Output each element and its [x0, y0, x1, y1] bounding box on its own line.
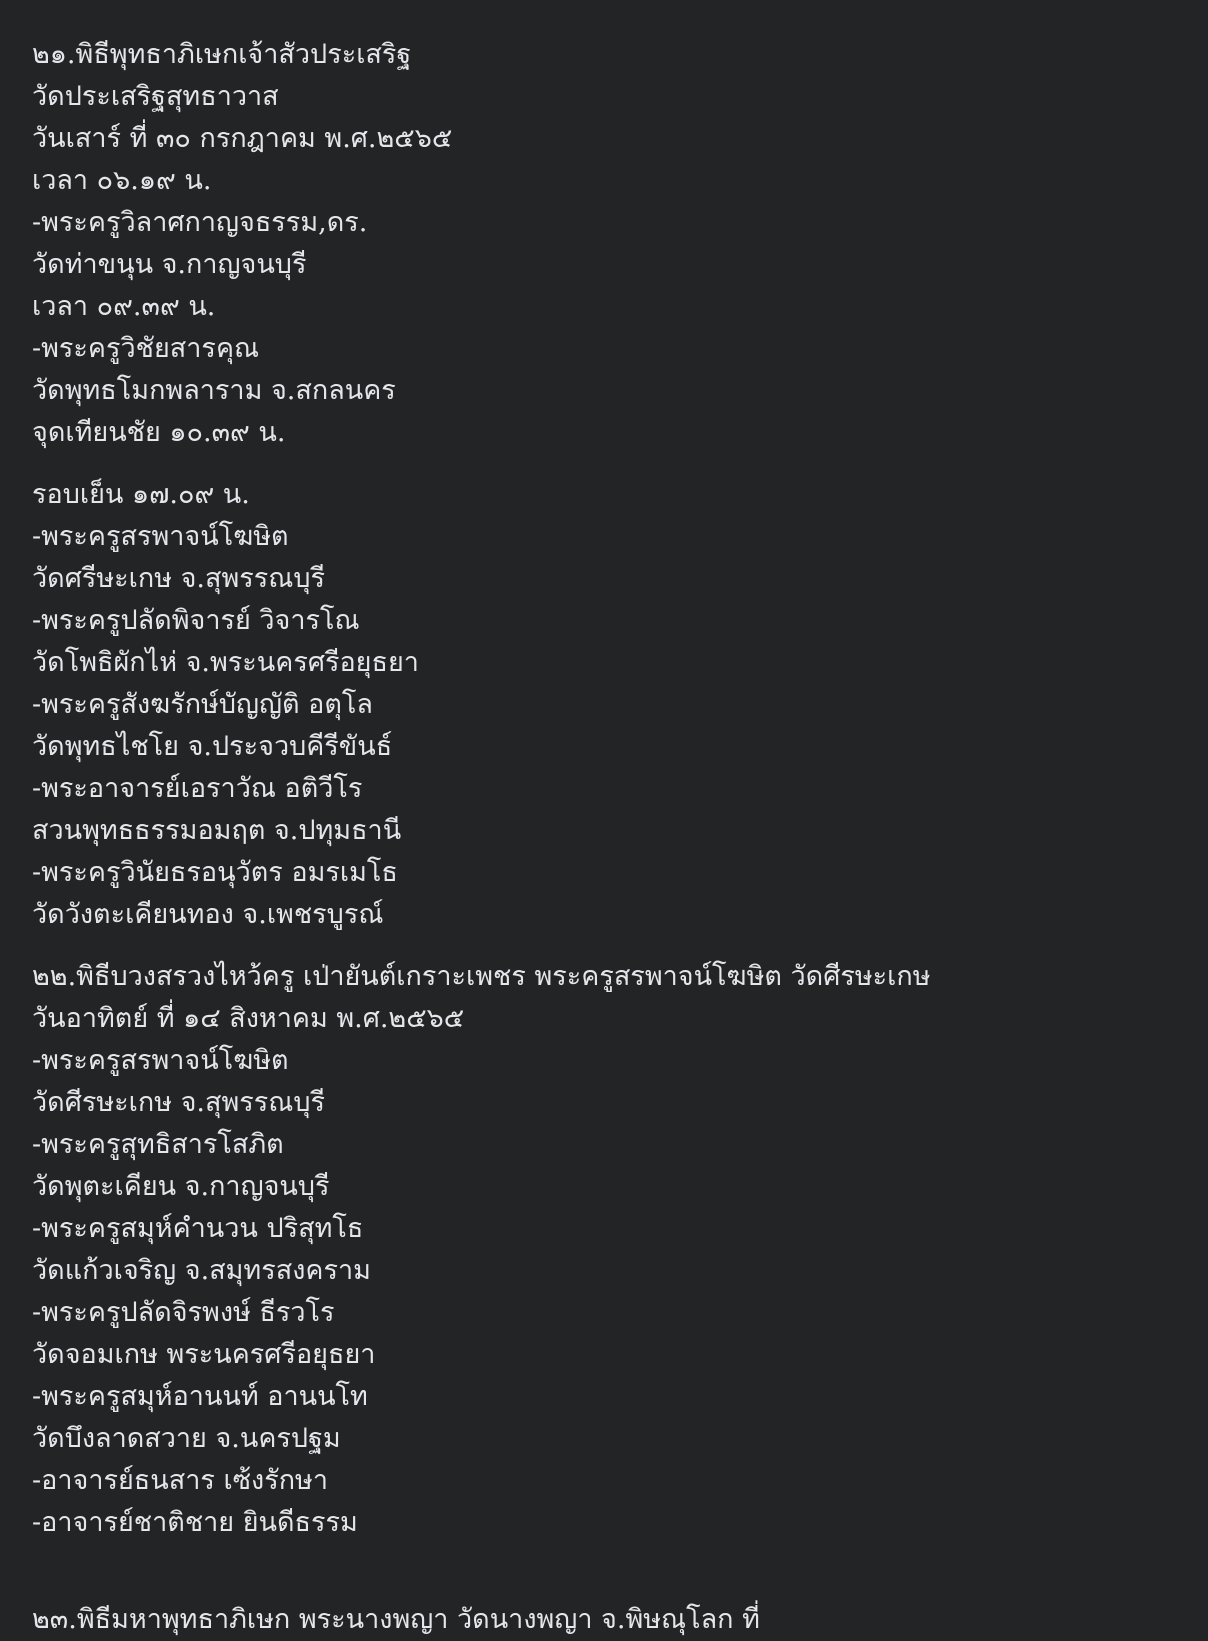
monk-temple: วัดท่าขนุน จ.กาญจนบุรี [32, 249, 307, 280]
monk-temple: วัดศรีษะเกษ จ.สุพรรณบุรี [32, 563, 325, 594]
ceremony-date: วันอาทิตย์ ที่ ๑๔ สิงหาคม พ.ศ.๒๕๖๕ [32, 1003, 465, 1034]
evening-round [32, 474, 1182, 936]
monk-name: -พระครูสรพาจน์โฆษิต [32, 1045, 289, 1076]
monk-name: -พระครูวิชัยสารคุณ [32, 333, 260, 364]
monk-name: -พระครูวินัยธรอนุวัตร อมรเมโธ [32, 857, 398, 888]
section-22-ceremony [32, 956, 1182, 1544]
teacher-name: -อาจารย์ชาติชาย ยินดีธรรม [32, 1507, 358, 1538]
monk-temple: วัดพุตะเคียน จ.กาญจนบุรี [32, 1171, 330, 1202]
section-21-ceremony [32, 34, 1182, 454]
monk-name: -พระครูสุทธิสารโสภิต [32, 1129, 284, 1160]
monk-temple: วัดแก้วเจริญ จ.สมุทรสงคราม [32, 1255, 371, 1286]
monk-name: -พระครูปลัดจิรพงษ์ ธีรวโร [32, 1297, 335, 1328]
monk-name: -พระครูสรพาจน์โฆษิต [32, 521, 289, 552]
section-22-title: ๒๒.พิธีบวงสรวงไหว้ครู เป่ายันต์เกราะเพชร พระครูสรพาจน์โฆษิต วัดศีรษะเกษ [32, 961, 931, 992]
monk-temple: วัดพุทธโมกพลาราม จ.สกลนคร [32, 375, 396, 406]
monk-name: -พระครูวิลาศกาญจธรรม,ดร. [32, 207, 368, 238]
monk-temple: วัดจอมเกษ พระนครศรีอยุธยา [32, 1339, 376, 1370]
post-text-body [32, 34, 1182, 1564]
monk-name: -พระครูสมุห์คำนวน ปริสุทโธ [32, 1213, 364, 1244]
monk-name: -พระครูสังฆรักษ์บัญญัติ อตุโล [32, 689, 373, 720]
monk-temple: วัดวังตะเคียนทอง จ.เพชรบูรณ์ [32, 899, 384, 930]
ceremony-date: วันเสาร์ ที่ ๓๐ กรกฎาคม พ.ศ.๒๕๖๕ [32, 123, 453, 154]
monk-name: -พระครูปลัดพิจารย์ วิจารโณ [32, 605, 360, 636]
candle-lighting-time: จุดเทียนชัย ๑๐.๓๙ น. [32, 417, 286, 448]
ceremony-time: เวลา ๐๖.๑๙ น. [32, 165, 212, 196]
monk-temple: วัดโพธิผักไห่ จ.พระนครศรีอยุธยา [32, 647, 419, 678]
monk-temple: วัดศีรษะเกษ จ.สุพรรณบุรี [32, 1087, 325, 1118]
monk-temple: วัดบึงลาดสวาย จ.นครปฐม [32, 1423, 341, 1454]
monk-name: -พระอาจารย์เอราวัณ อติวีโร [32, 773, 363, 804]
monk-temple: สวนพุทธธรรมอมฤต จ.ปทุมธานี [32, 815, 402, 846]
temple-name: วัดประเสริฐสุทธาวาส [32, 81, 279, 112]
evening-round-time: รอบเย็น ๑๗.๐๙ น. [32, 479, 250, 510]
monk-name: -พระครูสมุห์อานนท์ อานนโท [32, 1381, 368, 1412]
cutoff-text-strip [0, 1591, 1208, 1635]
teacher-name: -อาจารย์ธนสาร เซ้งรักษา [32, 1465, 329, 1496]
section-23-title-partial: ๒๓.พิธีมหาพุทธาภิเษก พระนางพญา วัดนางพญา จ.พิษณุโลก ที่ [32, 1604, 760, 1635]
section-21-title: ๒๑.พิธีพุทธาภิเษกเจ้าสัวประเสริฐ [32, 39, 412, 70]
ceremony-time: เวลา ๐๙.๓๙ น. [32, 291, 216, 322]
monk-temple: วัดพุทธไชโย จ.ประจวบคีรีขันธ์ [32, 731, 393, 762]
